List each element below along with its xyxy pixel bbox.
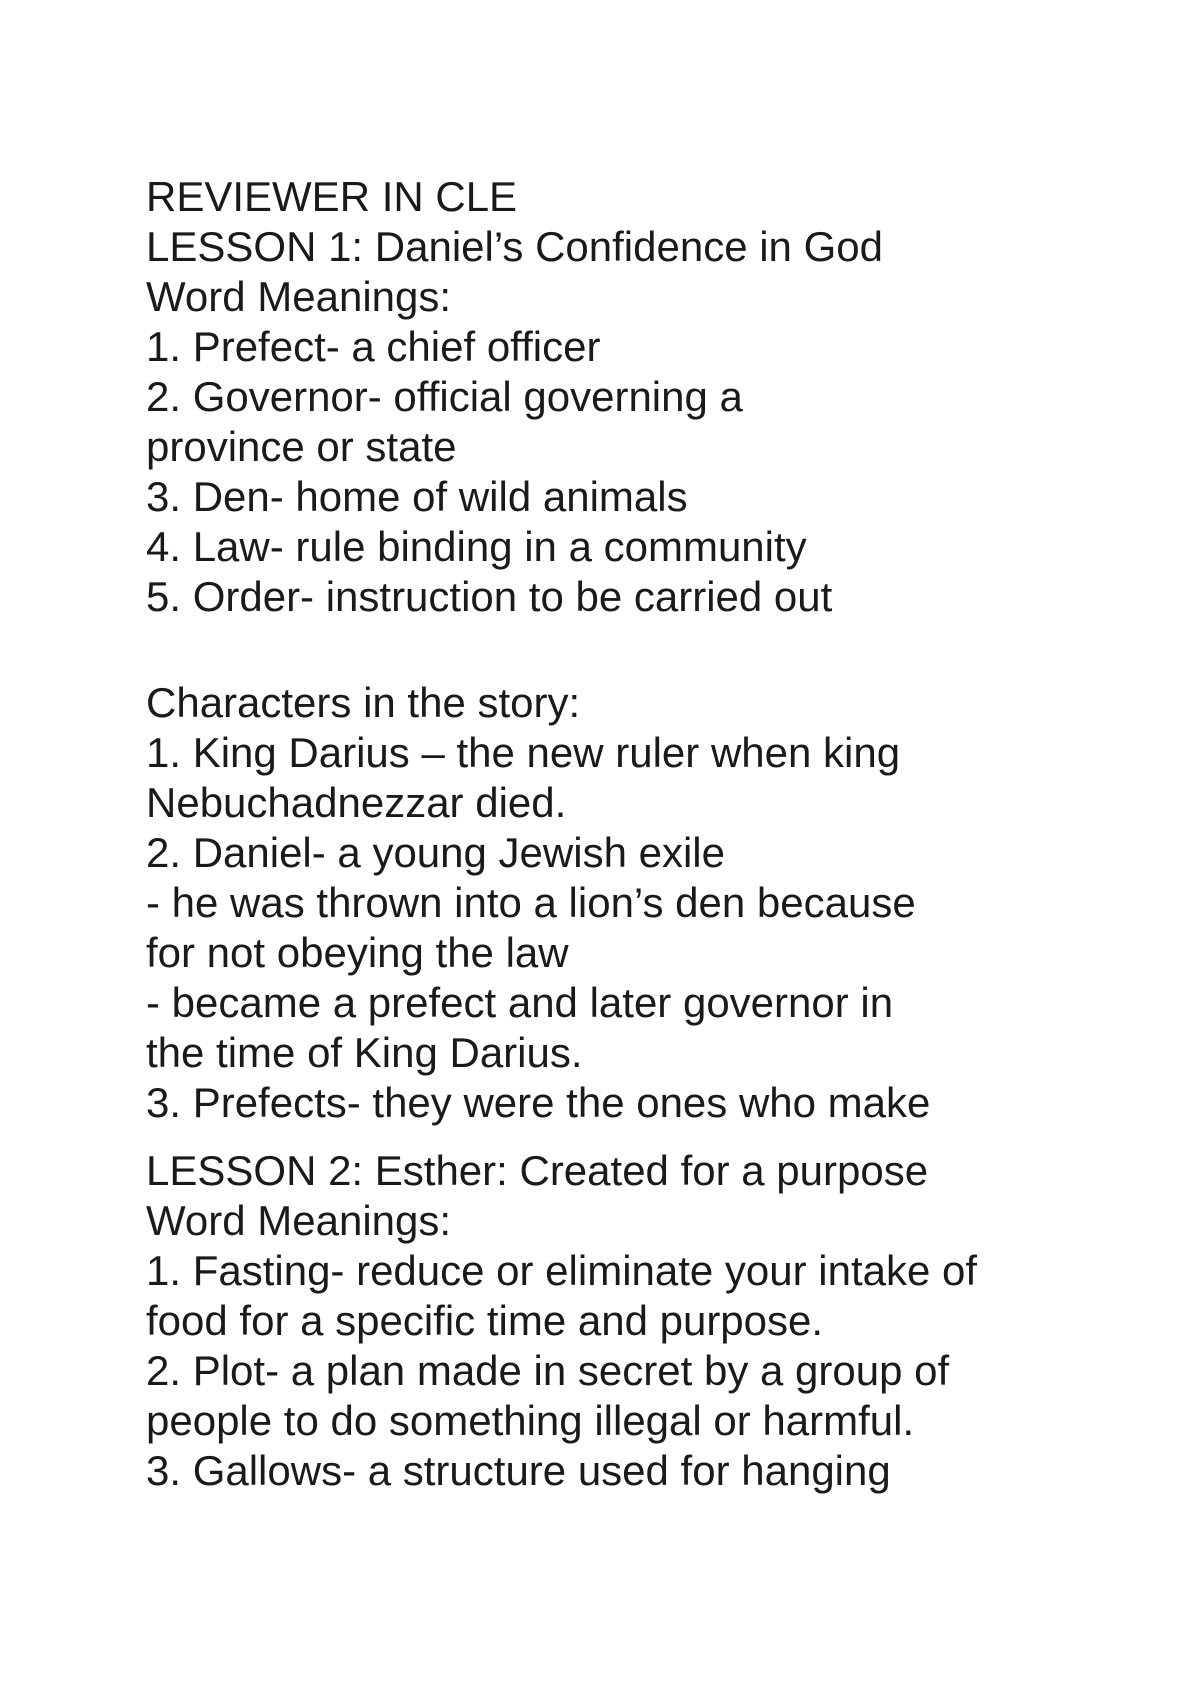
lesson-1-word-meanings-label: Word Meanings:: [146, 273, 452, 320]
lesson-1-character: for not obeying the law: [146, 929, 569, 976]
lesson-1-character: 1. King Darius – the new ruler when king: [146, 729, 901, 776]
lesson-1-character: the time of King Darius.: [146, 1029, 583, 1076]
lesson-1-heading: LESSON 1: Daniel’s Confidence in God: [146, 223, 883, 270]
lesson-1-word-meaning: 3. Den- home of wild animals: [146, 473, 688, 520]
lesson-1-word-meaning: 1. Prefect- a chief officer: [146, 323, 601, 370]
lesson-2-word-meaning: people to do something illegal or harmful.: [146, 1397, 915, 1444]
paragraph-spacer: [146, 1128, 1146, 1146]
lesson-1-character: 3. Prefects- they were the ones who make: [146, 1079, 931, 1126]
lesson-2-word-meaning: 1. Fasting- reduce or eliminate your intake of: [146, 1247, 978, 1294]
document-body: [146, 172, 1146, 1496]
paragraph-spacer: [146, 622, 1146, 678]
lesson-2-word-meaning: food for a specific time and purpose.: [146, 1297, 824, 1344]
lesson-1-character: Nebuchadnezzar died.: [146, 779, 567, 826]
lesson-1-word-meaning: 2. Governor- official governing a: [146, 373, 743, 420]
lesson-1-word-meaning: province or state: [146, 423, 457, 470]
lesson-1-character: - became a prefect and later governor in: [146, 979, 894, 1026]
lesson-2-heading: LESSON 2: Esther: Created for a purpose: [146, 1147, 929, 1194]
lesson-2-word-meanings-label: Word Meanings:: [146, 1197, 452, 1244]
lesson-1-word-meaning: 5. Order- instruction to be carried out: [146, 573, 833, 620]
lesson-2-word-meaning: 2. Plot- a plan made in secret by a group of: [146, 1347, 950, 1394]
lesson-1-characters-label: Characters in the story:: [146, 679, 581, 726]
lesson-1-character: 2. Daniel- a young Jewish exile: [146, 829, 725, 876]
document-title: REVIEWER IN CLE: [146, 173, 518, 220]
lesson-2-word-meaning: 3. Gallows- a structure used for hanging: [146, 1447, 891, 1494]
lesson-1-character: - he was thrown into a lion’s den because: [146, 879, 916, 926]
lesson-1-word-meaning: 4. Law- rule binding in a community: [146, 523, 807, 570]
